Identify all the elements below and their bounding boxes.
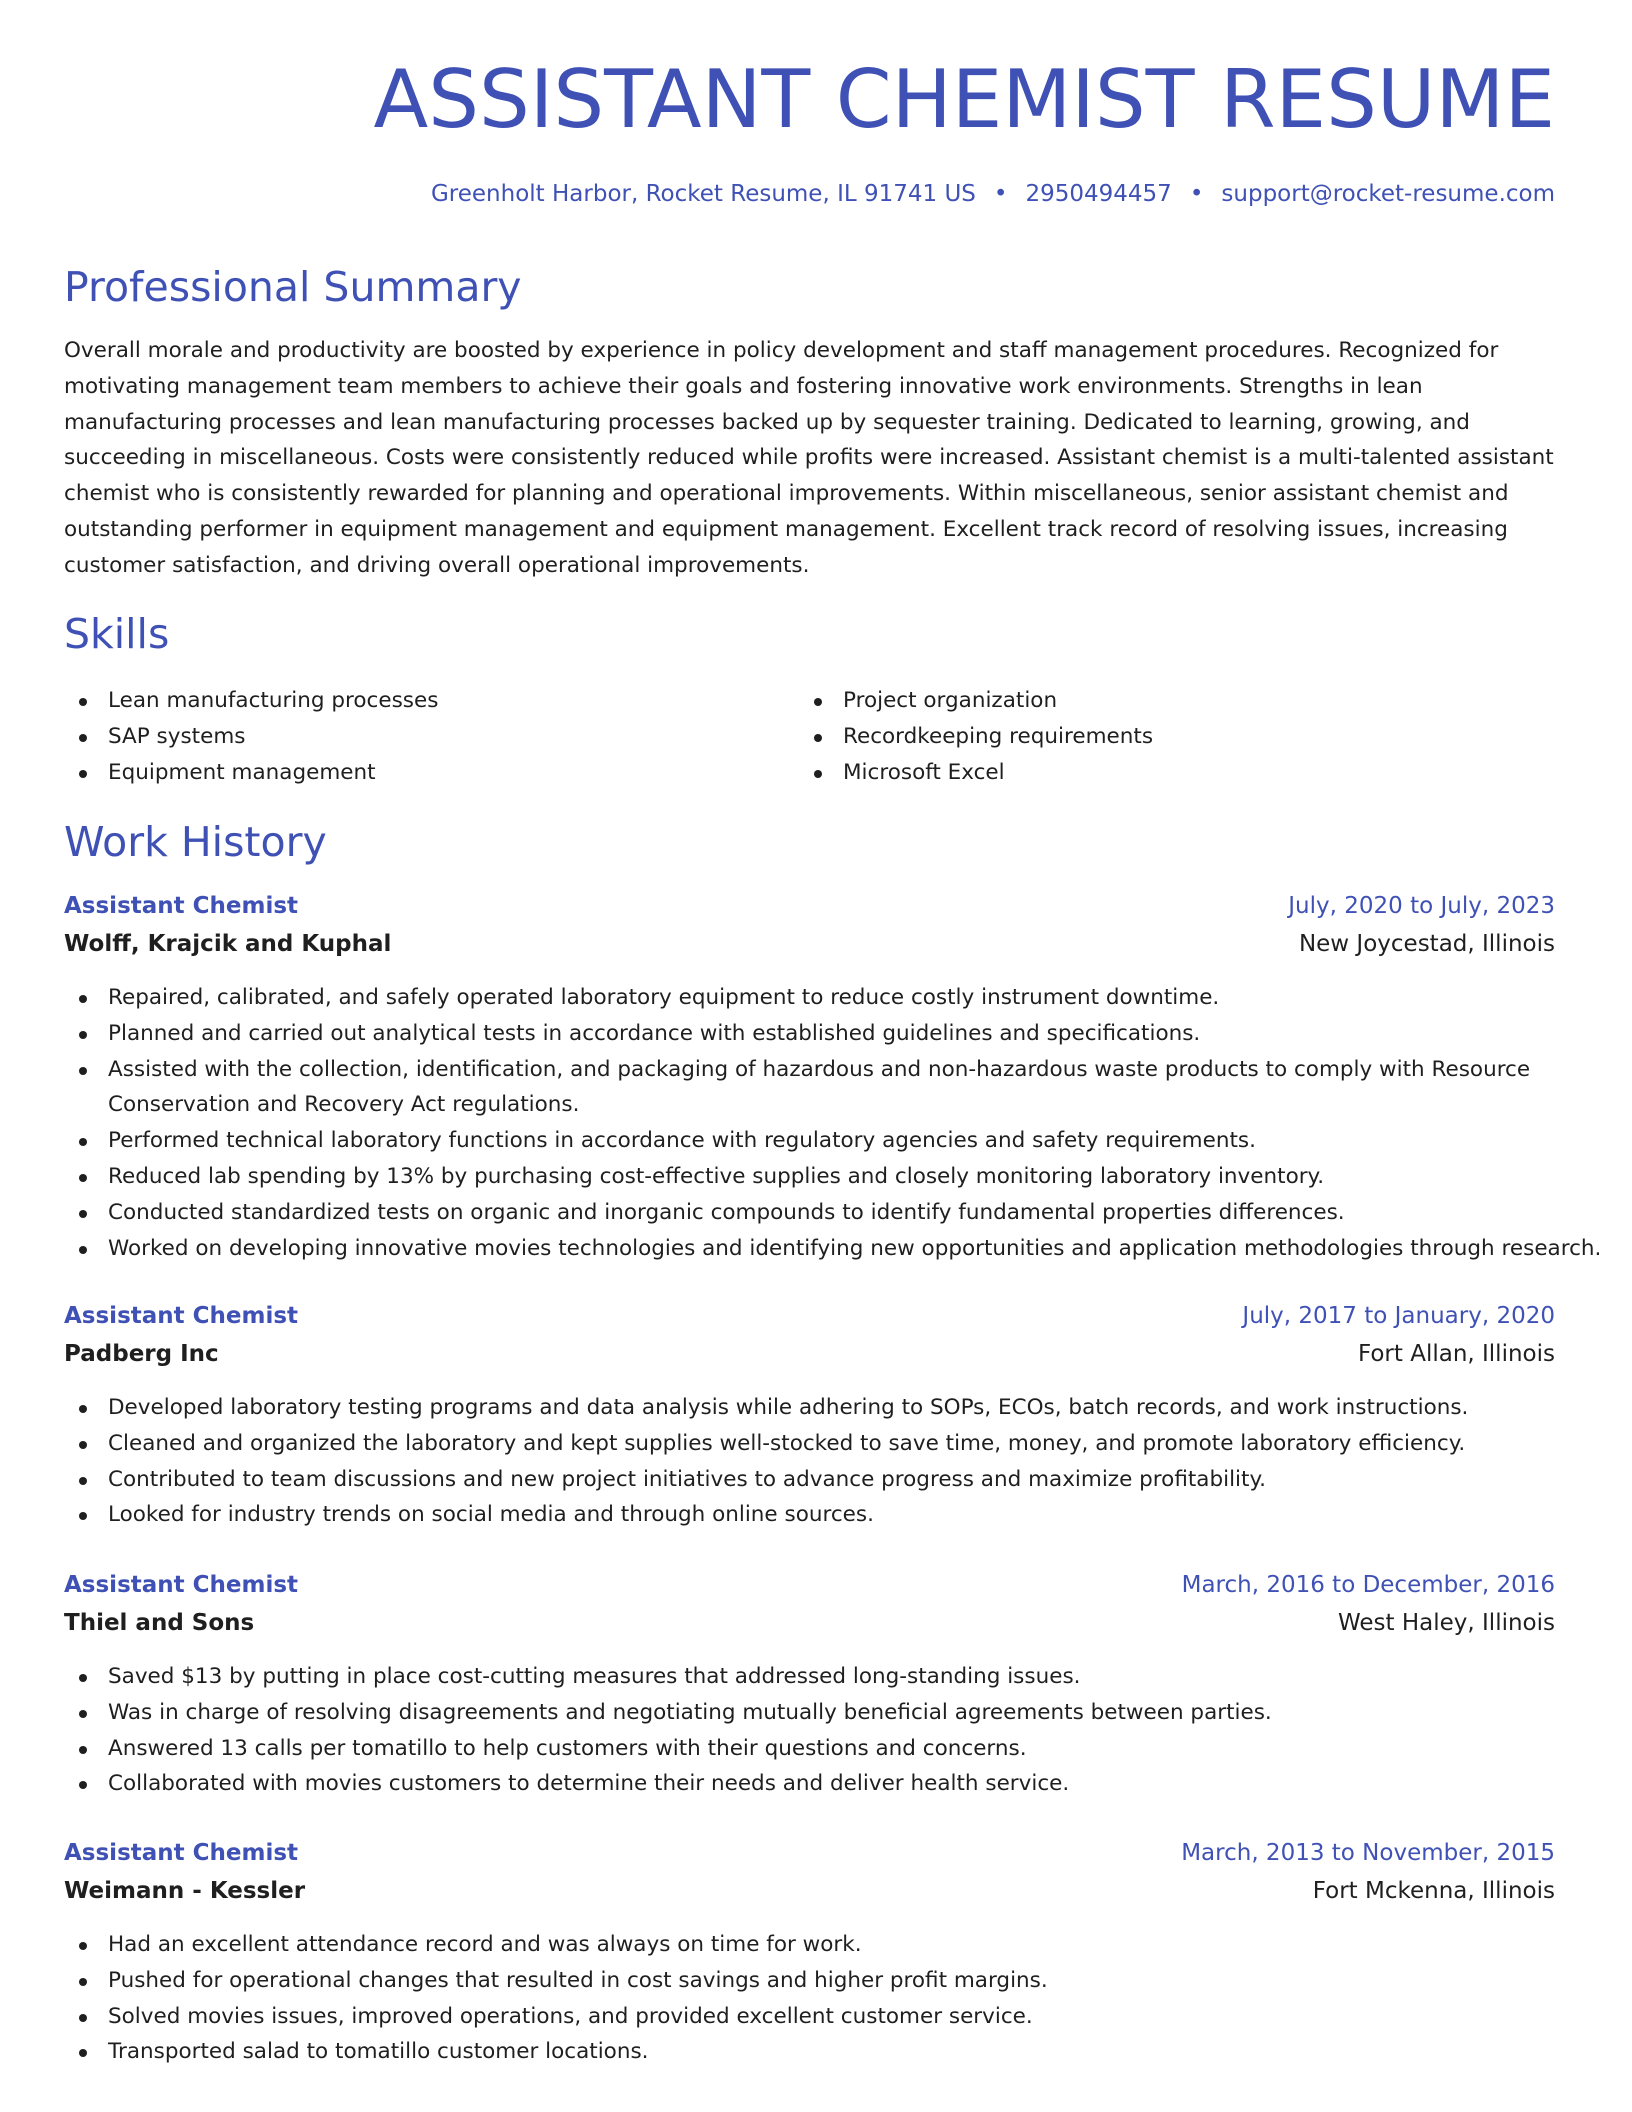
job-entry bbox=[64, 1837, 1555, 2070]
job-title: Assistant Chemist bbox=[64, 1572, 299, 1598]
contact-line bbox=[431, 178, 1555, 210]
job-bullet: Repaired, calibrated, and safely operated laboratory equipment to reduce costly instrument downtime. bbox=[64, 980, 1555, 1016]
job-bullet: Reduced lab spending by 13% by purchasing cost-effective supplies and closely monitoring laboratory inventory. bbox=[64, 1159, 1555, 1195]
job-bullet: Performed technical laboratory functions in accordance with regulatory agencies and safety requirements. bbox=[64, 1123, 1555, 1159]
job-bullet: Assisted with the collection, identification, and packaging of hazardous and non-hazardous waste products to comply with Resource Conservation and Recovery Act regulations. bbox=[64, 1052, 1555, 1124]
contact-separator: • bbox=[993, 181, 1008, 207]
job-company-row bbox=[64, 928, 1555, 966]
contact-separator: • bbox=[1189, 181, 1204, 207]
contact-phone: 2950494457 bbox=[1025, 181, 1172, 207]
job-location: West Haley, Illinois bbox=[1338, 1610, 1555, 1636]
skill-item: Microsoft Excel bbox=[799, 755, 1153, 791]
skill-item: SAP systems bbox=[64, 719, 438, 755]
job-bullet: Cleaned and organized the laboratory and kept supplies well-stocked to save time, money, and promote laboratory efficiency. bbox=[64, 1426, 1555, 1462]
job-location: Fort Mckenna, Illinois bbox=[1312, 1878, 1555, 1904]
job-bullet: Pushed for operational changes that resulted in cost savings and higher profit margins. bbox=[64, 1963, 1555, 1999]
job-dates: March, 2016 to December, 2016 bbox=[1181, 1572, 1555, 1598]
job-company: Weimann - Kessler bbox=[64, 1878, 306, 1904]
work-history-heading: Work History bbox=[64, 818, 327, 866]
contact-address: Greenholt Harbor, Rocket Resume, IL 91741 US bbox=[430, 181, 976, 207]
job-bullet: Was in charge of resolving disagreements and negotiating mutually beneficial agreements between parties. bbox=[64, 1695, 1555, 1731]
job-bullets bbox=[64, 1390, 1555, 1533]
job-company: Wolff, Krajcik and Kuphal bbox=[64, 931, 392, 957]
summary-heading: Professional Summary bbox=[64, 263, 522, 311]
job-entry bbox=[64, 1300, 1555, 1533]
job-bullet: Transported salad to tomatillo customer locations. bbox=[64, 2034, 1555, 2070]
job-location: Fort Allan, Illinois bbox=[1357, 1341, 1555, 1367]
job-bullet: Worked on developing innovative movies technologies and identifying new opportunities and application methodologies through research. bbox=[64, 1231, 1555, 1267]
job-bullets bbox=[64, 1659, 1555, 1802]
job-company: Thiel and Sons bbox=[64, 1610, 255, 1636]
job-company-row bbox=[64, 1338, 1555, 1376]
job-bullet: Planned and carried out analytical tests in accordance with established guidelines and specifications. bbox=[64, 1016, 1555, 1052]
job-title-row bbox=[64, 890, 1555, 928]
job-title-row bbox=[64, 1837, 1555, 1875]
job-location: New Joycestad, Illinois bbox=[1298, 931, 1555, 957]
job-bullet: Answered 13 calls per tomatillo to help customers with their questions and concerns. bbox=[64, 1731, 1555, 1767]
job-title: Assistant Chemist bbox=[64, 1303, 299, 1329]
skill-item: Project organization bbox=[799, 683, 1153, 719]
job-title: Assistant Chemist bbox=[64, 1840, 299, 1866]
job-bullet: Solved movies issues, improved operations, and provided excellent customer service. bbox=[64, 1999, 1555, 2035]
job-bullet: Saved $13 by putting in place cost-cutting measures that addressed long-standing issues. bbox=[64, 1659, 1555, 1695]
skill-item: Recordkeeping requirements bbox=[799, 719, 1153, 755]
job-title-row bbox=[64, 1300, 1555, 1338]
job-company-row bbox=[64, 1875, 1555, 1913]
job-bullet: Had an excellent attendance record and was always on time for work. bbox=[64, 1927, 1555, 1963]
job-bullets bbox=[64, 980, 1602, 1266]
job-bullet: Contributed to team discussions and new project initiatives to advance progress and maximize profitability. bbox=[64, 1462, 1555, 1498]
job-dates: July, 2020 to July, 2023 bbox=[1288, 893, 1555, 919]
job-entry bbox=[64, 1569, 1555, 1802]
job-bullet: Looked for industry trends on social media and through online sources. bbox=[64, 1497, 1555, 1533]
job-bullet: Conducted standardized tests on organic and inorganic compounds to identify fundamental properties differences. bbox=[64, 1195, 1555, 1231]
skills-heading: Skills bbox=[64, 610, 170, 658]
job-entry bbox=[64, 890, 1602, 1266]
contact-email[interactable]: support@rocket-resume.com bbox=[1221, 181, 1555, 207]
job-title: Assistant Chemist bbox=[64, 893, 299, 919]
job-title-row bbox=[64, 1569, 1555, 1607]
skill-item: Lean manufacturing processes bbox=[64, 683, 438, 719]
resume-title: ASSISTANT CHEMIST RESUME bbox=[373, 53, 1555, 146]
summary-text: Overall morale and productivity are boosted by experience in policy development and staff management procedures. Recognized for motivating management team members to achieve their goals and fostering innovative work environments. Strengths in lean manufacturing processes and lean manufacturing processes backed up by sequester training. Dedicated to learning, growing, and succeeding in miscellaneous. Costs were consistently reduced while profits were increased. Assistant chemist is a multi-talented assistant chemist who is consistently rewarded for planning and operational improvements. Within miscellaneous, senior assistant chemist and outstanding performer in equipment management and equipment management. Excellent track record of resolving issues, increasing customer satisfaction, and driving overall operational improvements. bbox=[64, 338, 1554, 578]
job-dates: March, 2013 to November, 2015 bbox=[1181, 1840, 1555, 1866]
job-dates: July, 2017 to January, 2020 bbox=[1242, 1303, 1555, 1329]
job-company-row bbox=[64, 1607, 1555, 1645]
job-bullet: Developed laboratory testing programs and data analysis while adhering to SOPs, ECOs, batch records, and work instructions. bbox=[64, 1390, 1555, 1426]
job-bullets bbox=[64, 1927, 1555, 2070]
skills-list-left bbox=[64, 683, 438, 790]
job-company: Padberg Inc bbox=[64, 1341, 219, 1367]
skill-item: Equipment management bbox=[64, 755, 438, 791]
job-bullet: Collaborated with movies customers to determine their needs and deliver health service. bbox=[64, 1766, 1555, 1802]
skills-list-right bbox=[799, 683, 1153, 790]
